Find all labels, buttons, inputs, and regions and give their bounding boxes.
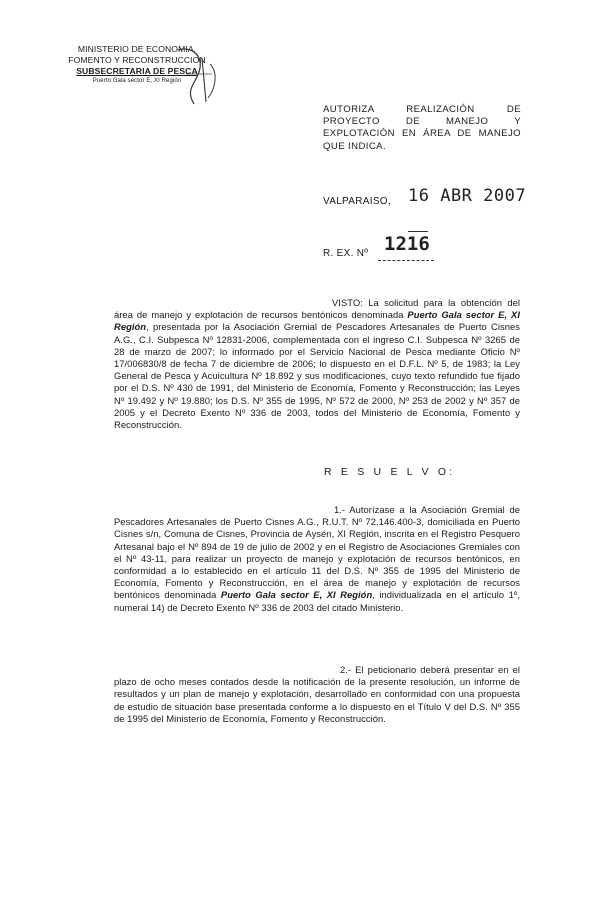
ministry-name-line1: MINISTERIO DE ECONOMIA, (77, 44, 197, 54)
file-reference: Puerto Gala sector E, XI Región (92, 78, 182, 84)
visto-area-name: Puerto Gala sector E, XI Región (114, 309, 520, 333)
ministry-name-line2: FOMENTO Y RECONSTRUCCION (68, 55, 206, 65)
resolution-number-underline (378, 260, 434, 261)
signature-initials-mark (172, 44, 224, 114)
date-stamp: 16 ABR 2007 (408, 186, 527, 206)
place-label: VALPARAISO, (323, 196, 391, 207)
resolution-number-stamp: 1216 (384, 233, 430, 255)
resolution-item-1 (114, 504, 520, 614)
item1-text-1: 1.- Autorízase a la Asociación Gremial de Pescadores Artesanales de Puerto Cisnes A.G., R.U.T. Nº 72.146.400-3, domiciliada en Puerto Cisnes s/n, Comuna de Cisnes, Provincia de Aysén, XI Región, inscrita en el Registro Pesquero Artesanal bajo el Nº 894 de 19 de julio de 2002 y en el Registro de Asociaciones Gremiales con el Nº 43-11, para realizar un proyecto de manejo y explotación de recursos bentónicos, en conformidad a lo establecido en el artículo 11 del D.S. Nº 355 de 1995 del Ministerio de Economía, Fomento y Reconstrucción, en el área de manejo y explotación de recursos bentónicos denominada (114, 504, 520, 601)
resolution-subject: AUTORIZA REALIZACIÓN DE PROYECTO DE MANEJO Y EXPLOTACIÓN EN ÁREA DE MANEJO QUE INDICA. (323, 104, 521, 152)
resuelvo-heading: R E S U E L V O: (324, 466, 456, 478)
resolution-number-label: R. EX. Nº (323, 248, 369, 259)
item1-area-name: Puerto Gala sector E, XI Región (220, 589, 373, 601)
resolution-number-overline (408, 231, 428, 232)
visto-paragraph (114, 297, 520, 431)
visto-text-2: , presentada por la Asociación Gremial de Pescadores Artesanales de Puerto Cisnes A.G., C.I. Subpesca Nº 12831-2006, complementada con el ingreso C.I. Subpesca Nº 3265 de 28 de marzo de 2007; lo informado por el Servicio Nacional de Pesca mediante Oficio Nº 17/006830/8 de fecha 7 de diciembre de 2006; lo dispuesto en el D.F.L. Nº 5, de 1983; la Ley General de Pesca y Acuicultura Nº 18.892 y sus modificaciones, cuyo texto refundido fue fijado por el D.S. Nº 430 de 1991, del Ministerio de Economía, Fomento y Reconstrucción; las Leyes Nº 19.492 y Nº 19.880; los D.S. Nº 355 de 1995, Nº 572 de 2000, Nº 253 de 2002 y Nº 357 de 2005 y el Decreto Exento Nº 336 de 2003, todos del Ministerio de Economía, Fomento y Reconstrucción. (114, 321, 520, 431)
undersecretariat-name: SUBSECRETARIA DE PESCA (76, 66, 198, 76)
resolution-item-2: 2.- El peticionario deberá presentar en el plazo de ocho meses contados desde la notificación de la presente resolución, un informe de resultados y un plan de manejo y explotación, desarrollado en conformidad con una propuesta de estudio de situación base presentada conforme a lo dispuesto en el Título V del D.S. Nº 355 de 1995 del Ministerio de Economía, Fomento y Reconstrucción. (114, 664, 520, 724)
item1-text-2: , individualizada en el artículo 1º, numeral 14) de Decreto Exento Nº 336 de 2003 del citado Ministerio. (114, 589, 520, 613)
visto-text-1: VISTO: La solicitud para la obtención del área de manejo y explotación de recursos bentónicos denominada (114, 297, 520, 321)
